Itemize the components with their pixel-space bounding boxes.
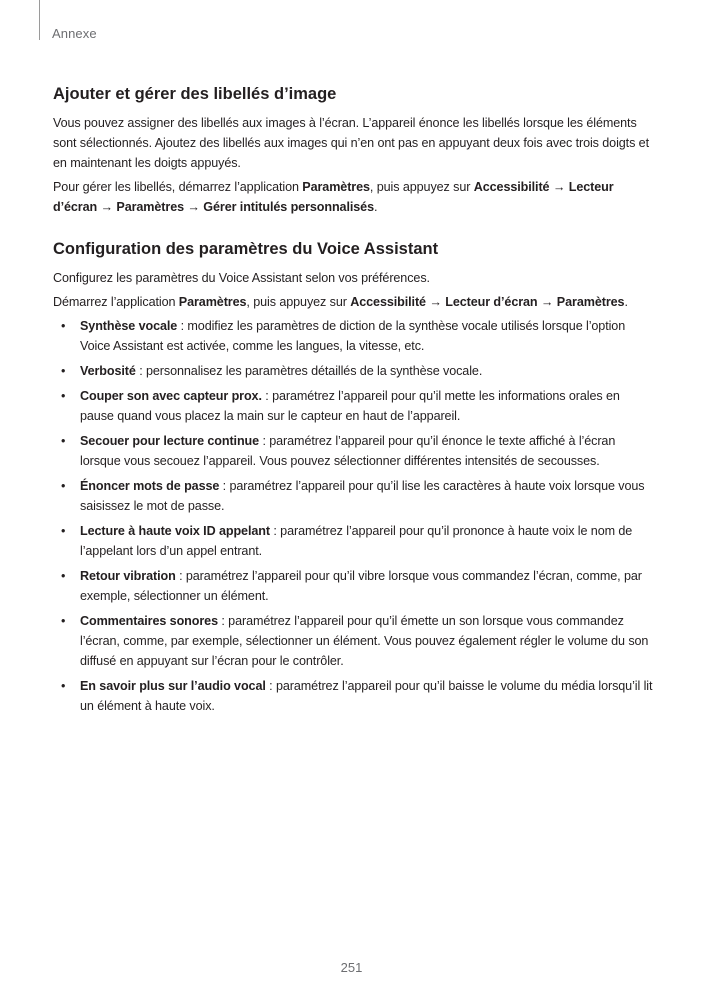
text-suffix: . xyxy=(373,200,378,214)
section-title-image-labels: Ajouter et gérer des libellés d’image xyxy=(53,85,337,103)
bullet-icon: • xyxy=(61,364,66,378)
app-name: Paramètres xyxy=(302,180,370,194)
menu-path: Accessibilité → Lecteur d’écran → Paramètres → Gérer intitulés personnalisés xyxy=(53,180,614,214)
list-item xyxy=(53,566,653,606)
page-header: Annexe xyxy=(52,26,97,41)
setting-term: Énoncer mots de passe xyxy=(80,479,220,493)
setting-description: : paramétrez l’appareil pour qu’il énonce le texte affiché à l’écran lorsque vous secouez l’appareil. Vous pouvez sélectionner différentes intensités de secousses. xyxy=(80,434,616,468)
paragraph-voice-assistant-intro: Configurez les paramètres du Voice Assistant selon vos préférences. xyxy=(53,271,430,285)
setting-description: : paramétrez l’appareil pour qu’il lise les caractères à haute voix lorsque vous saisissez le mot de passe. xyxy=(80,479,645,513)
setting-description: : paramétrez l’appareil pour qu’il baisse le volume du média lorsqu’il lit un élément à haute voix. xyxy=(80,679,653,713)
bullet-icon: • xyxy=(61,319,66,333)
text-prefix: Démarrez l’application xyxy=(53,295,179,309)
bullet-icon: • xyxy=(61,479,66,493)
page-content xyxy=(53,84,653,721)
setting-term: Lecture à haute voix ID appelant xyxy=(80,524,270,538)
setting-term: En savoir plus sur l’audio vocal xyxy=(80,679,266,693)
bullet-icon: • xyxy=(61,614,66,628)
text-middle: , puis appuyez sur xyxy=(246,295,351,309)
list-item xyxy=(53,611,653,671)
setting-description: : modifiez les paramètres de diction de la synthèse vocale utilisés lorsque l’option Voice Assistant est activée, comme les langues, la vitesse, etc. xyxy=(80,319,626,353)
text-middle: , puis appuyez sur xyxy=(369,180,474,194)
paragraph-voice-assistant-path xyxy=(53,292,653,312)
text-suffix: . xyxy=(624,295,628,309)
setting-term: Couper son avec capteur prox. xyxy=(80,389,262,403)
app-name: Paramètres xyxy=(178,295,247,309)
bullet-icon: • xyxy=(61,679,66,693)
setting-description: : paramétrez l’appareil pour qu’il vibre lorsque vous commandez l’écran, comme, par exemple, sélectionner un élément. xyxy=(80,569,642,603)
bullet-icon: • xyxy=(61,569,66,583)
list-item xyxy=(53,361,653,381)
setting-term: Retour vibration xyxy=(80,569,176,583)
bullet-icon: • xyxy=(61,524,66,538)
paragraph-manage-labels xyxy=(53,177,653,217)
list-item xyxy=(53,676,653,716)
margin-rule xyxy=(39,0,40,40)
menu-path: Accessibilité → Lecteur d’écran → Paramètres xyxy=(350,295,625,309)
settings-list xyxy=(53,316,653,716)
setting-term: Verbosité xyxy=(80,364,136,378)
setting-description: : personnalisez les paramètres détaillés de la synthèse vocale. xyxy=(135,364,483,378)
bullet-icon: • xyxy=(61,434,66,448)
setting-description: : paramétrez l’appareil pour qu’il mette les informations orales en pause quand vous placez la main sur le capteur en haut de l’appareil. xyxy=(80,389,620,423)
setting-description: : paramétrez l’appareil pour qu’il émette un son lorsque vous commandez l’écran, comme, par exemple, sélectionner un élément. Vous pouvez également régler le volume du son diffusé en appuyant sur l’écran pour le contrôler. xyxy=(80,614,649,668)
list-item xyxy=(53,521,653,561)
setting-term: Secouer pour lecture continue xyxy=(80,434,260,448)
section-title-voice-assistant: Configuration des paramètres du Voice Assistant xyxy=(53,240,439,258)
page-number: 251 xyxy=(340,960,363,975)
list-item xyxy=(53,386,653,426)
setting-term: Commentaires sonores xyxy=(80,614,218,628)
list-item xyxy=(53,476,653,516)
list-item xyxy=(53,431,653,471)
setting-term: Synthèse vocale xyxy=(80,319,178,333)
text-prefix: Pour gérer les libellés, démarrez l’application xyxy=(53,180,303,194)
bullet-icon: • xyxy=(61,389,66,403)
paragraph-image-labels-intro: Vous pouvez assigner des libellés aux images à l’écran. L’appareil énonce les libellés lorsque les éléments sont sélectionnés. Ajoutez des libellés aux images qui n’en ont pas en appuyant deux fois avec trois doigts et en maintenant les doigts appuyés. xyxy=(53,116,649,170)
setting-description: : paramétrez l’appareil pour qu’il prononce à haute voix le nom de l’appelant lors d’un appel entrant. xyxy=(80,524,633,558)
list-item xyxy=(53,316,653,356)
